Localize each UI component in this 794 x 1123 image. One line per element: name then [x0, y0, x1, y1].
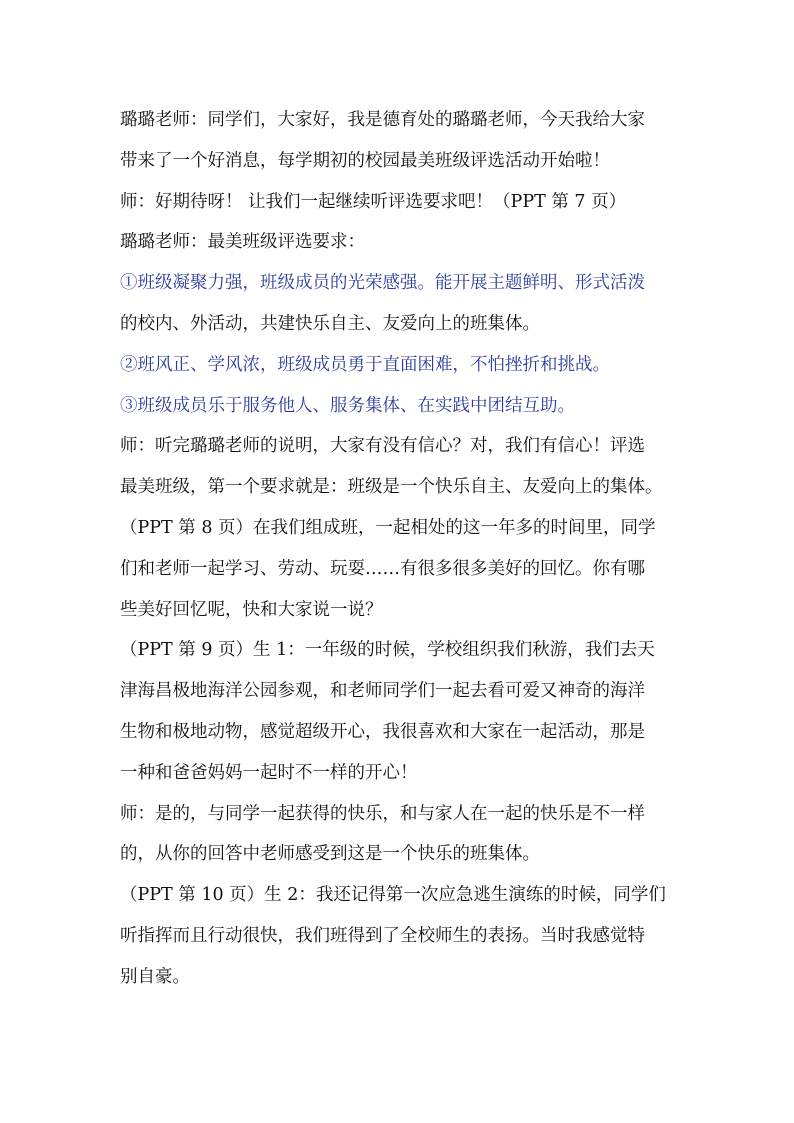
text-line: 别自豪。: [120, 966, 190, 987]
requirement-line: ②班风正、学风浓，班级成员勇于直面困难，不怕挫折和挑战。: [120, 354, 610, 375]
text-line: 的校内、外活动，共建快乐自主、友爱向上的班集体。: [120, 313, 540, 334]
text-line: 们和老师一起学习、劳动、玩耍……有很多很多美好的回忆。你有哪: [120, 558, 645, 579]
text-line: 的，从你的回答中老师感受到这是一个快乐的班集体。: [120, 844, 540, 865]
text-line: 最美班级，第一个要求就是：班级是一个快乐自主、友爱向上的集体。: [120, 477, 663, 498]
text-line: 一种和爸爸妈妈一起时不一样的开心！: [120, 762, 418, 783]
text-line: 生物和极地动物，感觉超级开心，我很喜欢和大家在一起活动，那是: [120, 721, 645, 742]
text-line: 师：听完璐璐老师的说明，大家有没有信心？对，我们有信心！评选: [120, 436, 645, 457]
text-line: 璐璐老师：同学们，大家好，我是德育处的璐璐老师，今天我给大家: [120, 110, 645, 130]
text-line: 师：是的，与同学一起获得的快乐，和与家人在一起的快乐是不一样: [120, 803, 645, 824]
text-line: 带来了一个好消息，每学期初的校园最美班级评选活动开始啦！: [120, 150, 610, 171]
text-line: （PPT 第 8 页）在我们组成班，一起相处的这一年多的时间里，同学: [120, 517, 656, 538]
requirement-line: ①班级凝聚力强，班级成员的光荣感强。能开展主题鲜明、形式活泼: [120, 273, 645, 294]
requirement-line: ③班级成员乐于服务他人、服务集体、在实践中团结互助。: [120, 395, 575, 416]
document-body: [120, 100, 680, 998]
text-line: 津海昌极地海洋公园参观，和老师同学们一起去看可爱又神奇的海洋: [120, 681, 645, 702]
text-line: （PPT 第 10 页）生 2：我还记得第一次应急逃生演练的时候，同学们: [120, 885, 666, 906]
text-line: （PPT 第 9 页）生 1：一年级的时候，学校组织我们秋游，我们去天: [120, 640, 655, 661]
text-line: 师：好期待呀！ 让我们一起继续听评选要求吧！（PPT 第 7 页）: [120, 191, 627, 212]
text-line: 些美好回忆呢，快和大家说一说？: [120, 599, 383, 620]
text-line: 听指挥而且行动很快，我们班得到了全校师生的表扬。当时我感觉特: [120, 925, 645, 946]
text-line: 璐璐老师：最美班级评选要求：: [120, 232, 365, 253]
